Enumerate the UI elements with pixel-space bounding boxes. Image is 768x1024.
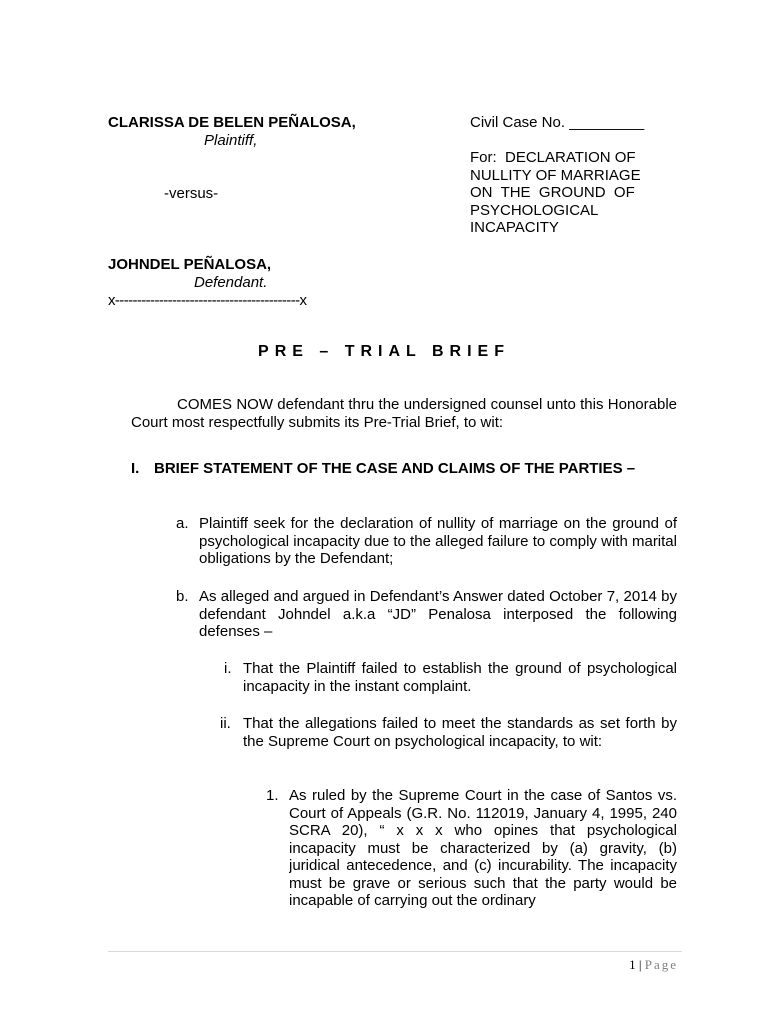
case-nature	[470, 149, 666, 237]
sub-list-marker: ii.	[220, 715, 231, 732]
sub-list-item	[220, 660, 677, 695]
plaintiff-role: Plaintiff,	[204, 132, 258, 149]
section-heading	[131, 460, 677, 478]
page-number: 1	[629, 957, 636, 972]
sub-list-item-text: That the Plaintiff failed to establish the ground of psychological incapacity in the instant complaint.	[243, 660, 677, 695]
numbered-marker: 1.	[266, 787, 279, 804]
case-number: Civil Case No. _________	[470, 114, 645, 131]
caption-separator: x------------------------------------------x	[108, 292, 307, 309]
document-title: PRE – TRIAL BRIEF	[258, 343, 510, 360]
list-item	[176, 588, 677, 641]
sub-list-item	[220, 715, 677, 750]
case-nature-line: ON THE GROUND OF	[470, 184, 635, 201]
footer-separator: |	[638, 957, 642, 972]
intro-paragraph: COMES NOW defendant thru the undersigned counsel unto this Honorable Court most respectfully submits its Pre-Trial Brief, to wit:	[131, 396, 677, 431]
case-nature-line: NULLITY OF MARRIAGE	[470, 166, 641, 184]
footer-divider	[108, 951, 682, 952]
defendant-role: Defendant.	[194, 274, 268, 291]
section-heading-text: BRIEF STATEMENT OF THE CASE AND CLAIMS OF THE PARTIES –	[154, 460, 636, 477]
list-marker: a.	[176, 515, 189, 532]
sub-list-item-text: That the allegations failed to meet the standards as set forth by the Supreme Court on psychological incapacity, to wit:	[243, 715, 677, 750]
numbered-item	[266, 787, 677, 928]
sub-list-marker: i.	[224, 660, 232, 677]
section-marker: I.	[131, 460, 140, 477]
case-nature-line: INCAPACITY	[470, 219, 559, 236]
page-footer	[629, 956, 678, 974]
page-label: Page	[644, 957, 678, 972]
case-nature-line: PSYCHOLOGICAL	[470, 201, 599, 219]
case-nature-line: For: DECLARATION OF	[470, 149, 636, 166]
list-item-text: As alleged and argued in Defendant’s Answer dated October 7, 2014 by defendant Johndel a.k.a “JD” Penalosa interposed the following defenses –	[199, 588, 677, 640]
versus-label: -versus-	[164, 185, 219, 202]
numbered-item-text: As ruled by the Supreme Court in the case of Santos vs. Court of Appeals (G.R. No. 112019, January 4, 1995, 240 SCRA 20), “ x x x who opines that psychological incapacity must be characterized by (a) gravity, (b) juridical antecedence, and (c) incurability. The incapacity must be grave or serious such that the party would be incapable of carrying out the ordinary	[289, 787, 677, 909]
list-item	[176, 515, 677, 568]
list-item-text: Plaintiff seek for the declaration of nullity of marriage on the ground of psychological incapacity due to the alleged failure to comply with marital obligations by the Defendant;	[199, 515, 677, 567]
defendant-name: JOHNDEL PEÑALOSA,	[108, 256, 272, 273]
list-marker: b.	[176, 588, 189, 605]
plaintiff-name: CLARISSA DE BELEN PEÑALOSA,	[108, 114, 356, 131]
